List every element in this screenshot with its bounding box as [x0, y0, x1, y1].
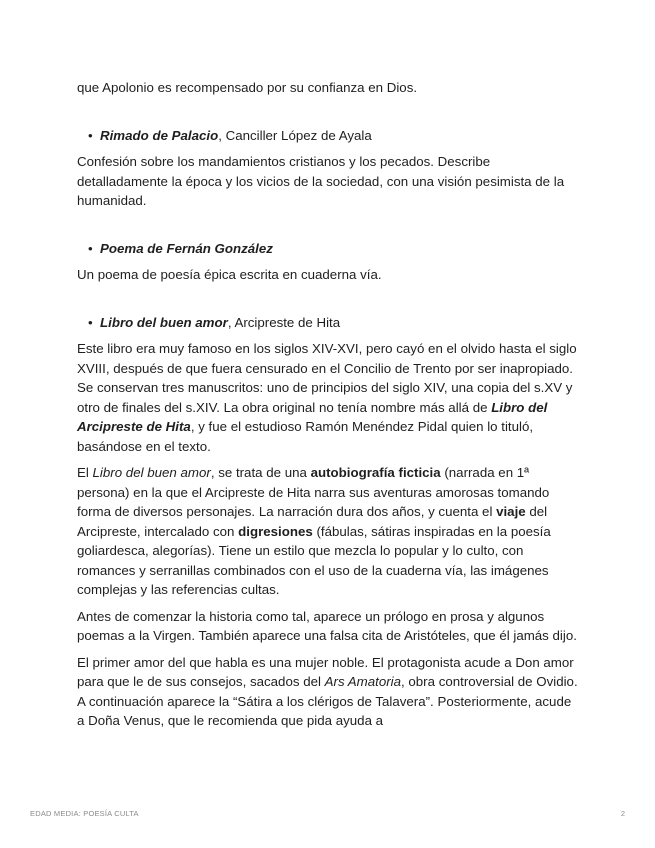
- paragraph-apolonio-end: que Apolonio es recompensado por su confianza en Dios.: [77, 80, 418, 95]
- bullet-dot-icon: •: [88, 314, 93, 330]
- emphasis-title: Libro del Arcipreste de Hita: [77, 399, 548, 434]
- footer-section-title: EDAD MEDIA: POESÍA CULTA: [30, 809, 139, 818]
- paragraph-rimado-description: Confesión sobre los mandamientos cristianos y los pecados. Describe detalladamente la época y los vicios de la sociedad, con una visión pesimista de la humanidad.: [77, 154, 565, 208]
- paragraph-prologue: Antes de comenzar la historia como tal, aparece un prólogo en prosa y algunos poemas a la Virgen. También aparece una falsa cita de Aristóteles, que él jamás dijo.: [77, 608, 577, 643]
- bullet-poema-fernan-gonzalez: [77, 239, 582, 259]
- emphasis-term: digresiones: [238, 523, 313, 539]
- bullet-dot-icon: •: [88, 127, 93, 143]
- bullet-dot-icon: •: [88, 240, 93, 256]
- emphasis-title: Ars Amatoria: [324, 674, 401, 689]
- footer-page-number: 2: [620, 809, 625, 818]
- work-title: Rimado de Palacio: [100, 127, 219, 143]
- work-title: Poema de Fernán González: [100, 240, 273, 256]
- work-title: Libro del buen amor: [100, 314, 228, 330]
- page-body: [77, 78, 582, 738]
- work-author: , Arcipreste de Hita: [227, 314, 341, 330]
- bullet-libro-buen-amor: [77, 313, 582, 333]
- paragraph-first-love: El primer amor del que habla es una mujer noble. El protagonista acude a Don amor para que le de sus consejos, sacados del Ars Amatoria, obra controversial de Ovidio. A continuación aparece la “Sátira a los clérigos de Talavera”. Posteriormente, acude a Doña Venus, que le recomienda que pida ayuda a: [77, 654, 578, 728]
- emphasis-term: viaje: [496, 504, 526, 519]
- paragraph-autobiography: El Libro del buen amor, se trata de una autobiografía ficticia (narrada en 1ª persona) en la que el Arcipreste de Hita narra sus aventuras amorosas tomando forma de diversos personajes. La narración dura dos años, y cuenta el viaje del Arcipreste, intercalado con digresiones (fábulas, sátiras inspiradas en la poesía goliardesca, alegorías). Tiene un estilo que mezcla lo popular y lo culto, con romances y serranillas combinados con el uso de la cuaderna vía, las imágenes complejas y las referencias cultas.: [77, 465, 551, 597]
- work-author: , Canciller López de Ayala: [218, 127, 372, 143]
- bullet-rimado-de-palacio: [77, 126, 582, 146]
- emphasis-term: autobiografía ficticia: [310, 465, 441, 480]
- paragraph-fernan-description: Un poema de poesía épica escrita en cuaderna vía.: [77, 267, 382, 282]
- paragraph-manuscripts: Este libro era muy famoso en los siglos XIV-XVI, pero cayó en el olvido hasta el siglo XVIII, después de que fuera censurado en el Concilio de Trento por ser inapropiado. Se conservan tres manuscritos: uno de principios del siglo XIV, una copia del s.XV y otro de finales del s.XIV. La obra original no tenía nombre más allá de Libro del Arcipreste de Hita, y fue el estudioso Ramón Menéndez Pidal quien lo tituló, basándose en el texto.: [77, 341, 577, 454]
- emphasis-title: Libro del buen amor: [92, 465, 211, 480]
